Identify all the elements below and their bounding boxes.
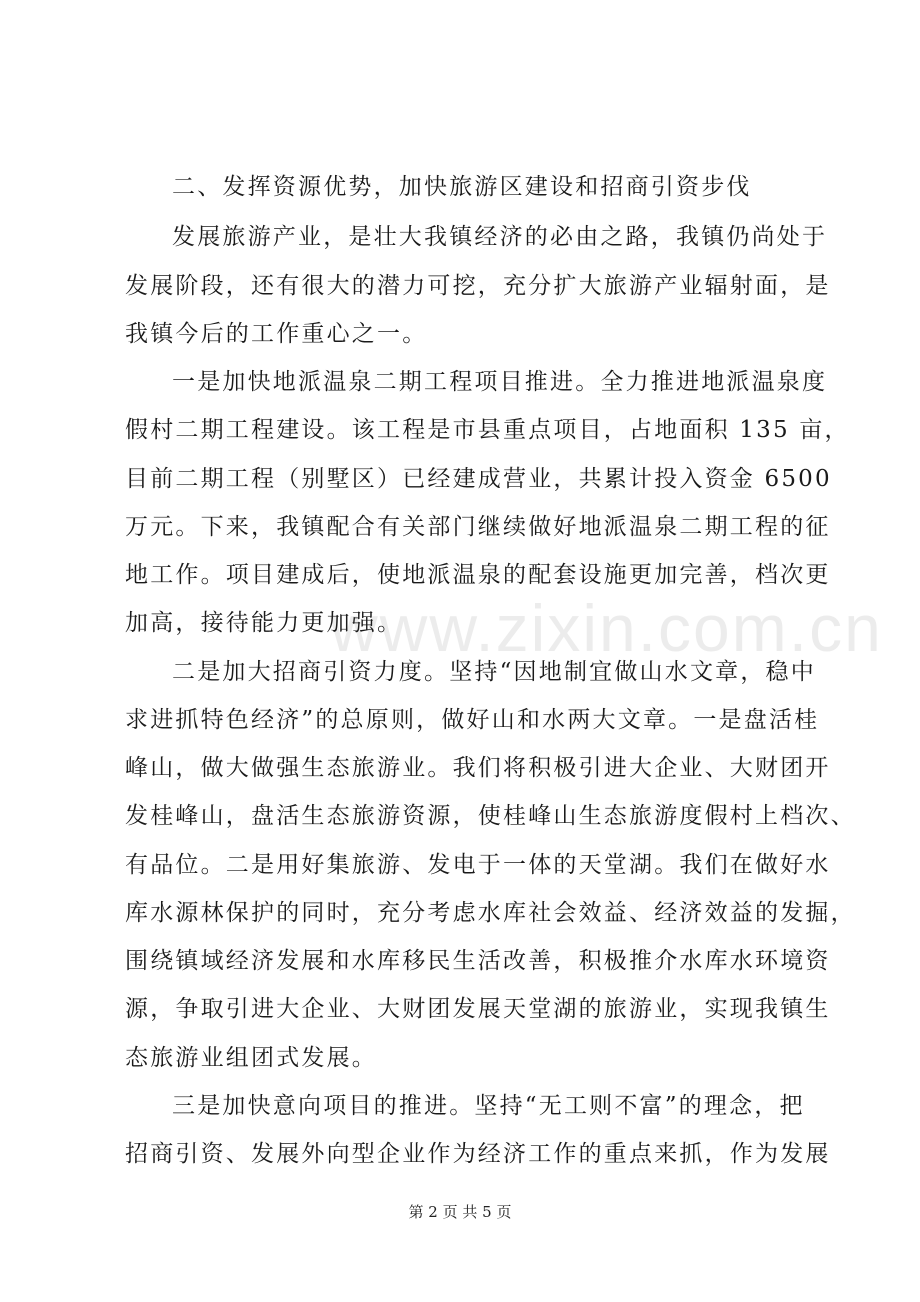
text-line: 地工作。项目建成后，使地派温泉的配套设施更加完善，档次更: [125, 562, 831, 588]
text-line: 目前二期工程（别墅区）已经建成营业，共累计投入资金 6500: [125, 466, 832, 492]
text-line: 峰山，做大做强生态旅游业。我们将积极引进大企业、大财团开: [125, 755, 831, 781]
page-footer: 第 2 页 共 5 页: [408, 1203, 512, 1221]
text-line: 三是加快意向项目的推进。坚持“无工则不富”的理念，把: [172, 1093, 805, 1119]
text-line: 我镇今后的工作重心之一。: [125, 321, 428, 347]
text-line: 招商引资、发展外向型企业作为经济工作的重点来抓，作为发展: [125, 1141, 831, 1167]
text-line: 求进抓特色经济”的总原则，做好山和水两大文章。一是盘活桂: [125, 707, 820, 733]
section-heading: 二、发挥资源优势，加快旅游区建设和招商引资步伐: [172, 174, 752, 200]
text-line: 发桂峰山，盘活生态旅游资源，使桂峰山生态旅游度假村上档次、: [125, 803, 856, 829]
watermark: www.zixin.com.cn: [330, 591, 883, 665]
text-line: 二是加大招商引资力度。坚持“因地制宜做山水文章，稳中: [172, 659, 816, 685]
text-line: 有品位。二是用好集旅游、发电于一体的天堂湖。我们在做好水: [125, 852, 831, 878]
text-line: 围绕镇域经济发展和水库移民生活改善，积极推介水库水环境资: [125, 948, 831, 974]
text-line: 假村二期工程建设。该工程是市县重点项目，占地面积 135 亩，: [125, 417, 850, 443]
text-line: 万元。下来，我镇配合有关部门继续做好地派温泉二期工程的征: [125, 514, 831, 540]
text-line: 源，争取引进大企业、大财团发展天堂湖的旅游业，实现我镇生: [125, 996, 831, 1022]
text-line: 态旅游业组团式发展。: [125, 1045, 377, 1071]
text-line: 一是加快地派温泉二期工程项目推进。全力推进地派温泉度: [172, 369, 828, 395]
text-line: 发展阶段，还有很大的潜力可挖，充分扩大旅游产业辐射面，是: [125, 273, 831, 299]
text-line: 库水源林保护的同时，充分考虑水库社会效益、经济效益的发掘，: [125, 900, 856, 926]
text-line: 发展旅游产业，是壮大我镇经济的必由之路，我镇仍尚处于: [172, 224, 828, 250]
text-line: 加高，接待能力更加强。: [125, 610, 403, 636]
